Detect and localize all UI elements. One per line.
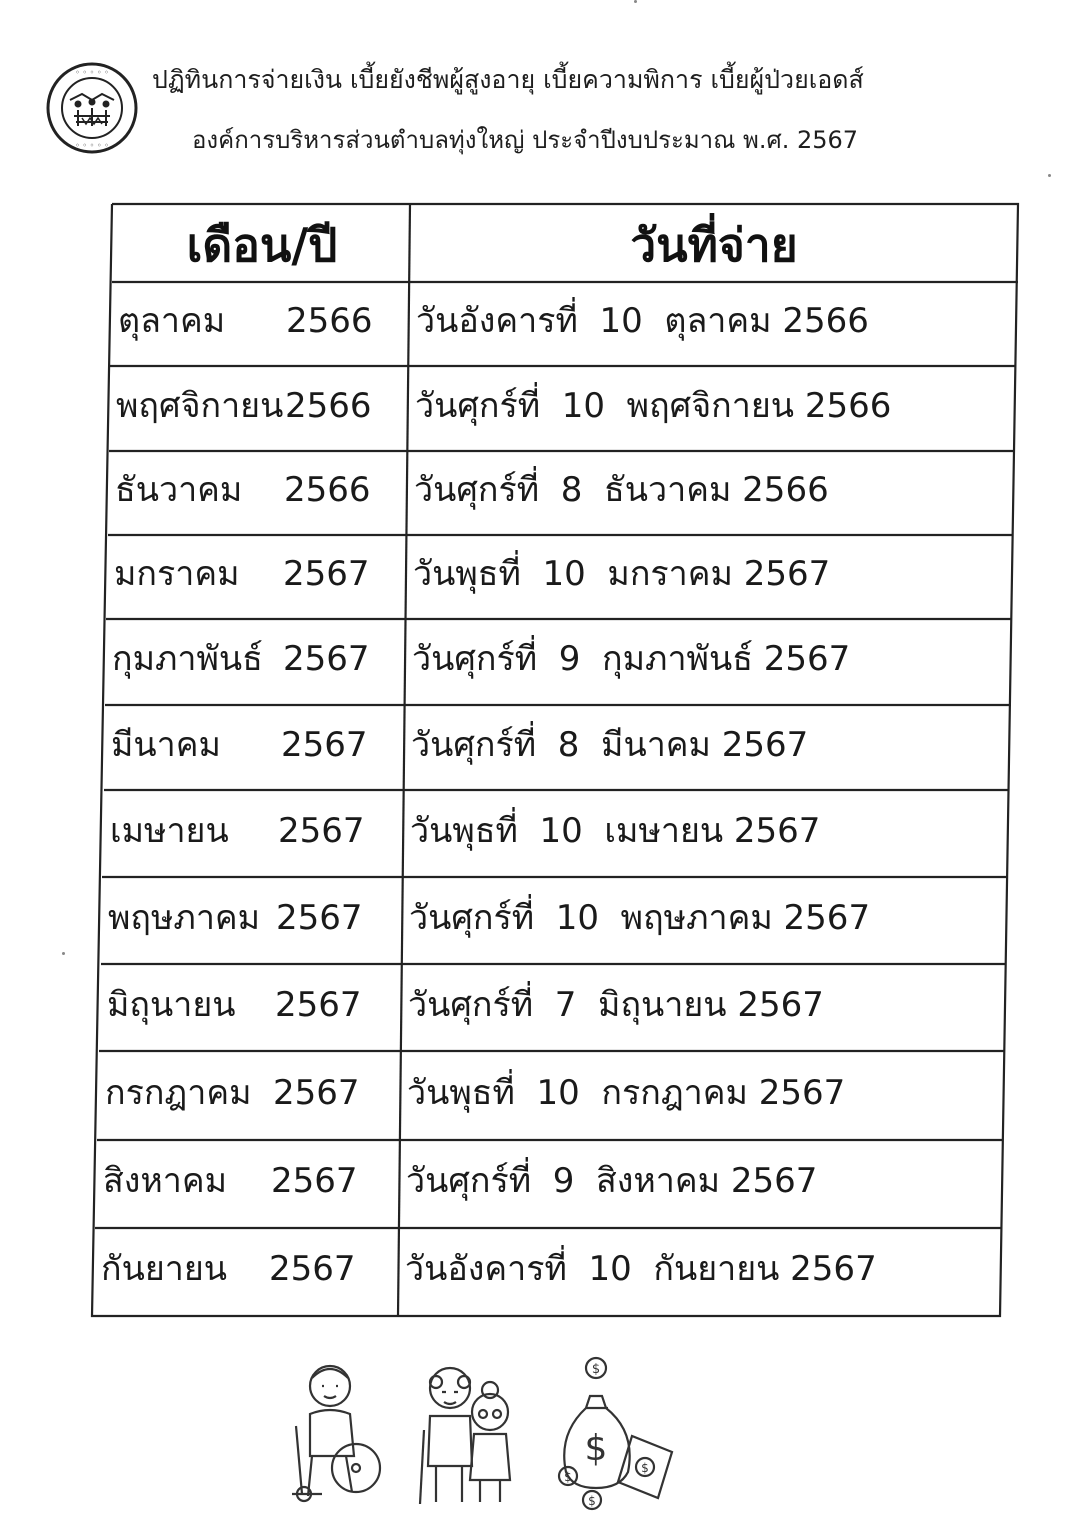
pay-date-cell: วันพุธที่ 10 กรกฎาคม 2567 (407, 1072, 846, 1113)
column-header-month: เดือน/ปี (186, 218, 338, 272)
document-title: ปฏิทินการจ่ายเงิน เบี้ยยังชีพผู้สูงอายุ เบี้ยความพิการ เบี้ยผู้ป่วยเอดส์ (152, 65, 864, 94)
year-cell: 2567 (281, 724, 368, 765)
svg-text:$: $ (584, 1428, 608, 1469)
year-cell: 2567 (271, 1161, 358, 1201)
svg-text:$: $ (591, 1362, 601, 1377)
month-cell: มีนาคม (111, 724, 221, 765)
pay-date-cell: วันศุกร์ที่ 9 สิงหาคม 2567 (406, 1161, 818, 1201)
pay-date-cell: วันศุกร์ที่ 10 พฤศจิกายน 2566 (415, 385, 892, 426)
year-cell: 2567 (273, 1072, 360, 1113)
month-cell: พฤศจิกายน (116, 385, 284, 426)
year-cell: 2567 (276, 897, 363, 938)
pay-date-cell: วันอังคารที่ 10 ตุลาคม 2566 (416, 301, 869, 341)
year-cell: 2567 (269, 1249, 356, 1289)
pay-date-cell: วันศุกร์ที่ 9 กุมภาพันธ์ 2567 (412, 639, 851, 679)
scan-mark (62, 952, 65, 955)
document-subtitle: องค์การบริหารส่วนตำบลทุ่งใหญ่ ประจำปีงบประมาณ พ.ศ. 2567 (192, 126, 859, 154)
svg-text:◦ ◦ ◦ ◦ ◦: ◦ ◦ ◦ ◦ ◦ (75, 141, 109, 150)
scan-mark (634, 0, 637, 3)
year-cell: 2567 (278, 810, 365, 851)
month-cell: เมษายน (110, 810, 229, 851)
wheelchair-person-icon (282, 1356, 386, 1510)
month-cell: ธันวาคม (115, 470, 243, 510)
month-cell: พฤษภาคม (108, 897, 261, 938)
pay-date-cell: วันศุกร์ที่ 7 มิถุนายน 2567 (408, 984, 824, 1025)
elderly-couple-icon (410, 1360, 526, 1514)
year-cell: 2567 (283, 639, 370, 679)
pay-date-cell: วันพุธที่ 10 เมษายน 2567 (410, 810, 821, 851)
scan-mark (1048, 174, 1051, 177)
year-cell: 2566 (285, 385, 372, 426)
pay-date-cell: วันพุธที่ 10 มกราคม 2567 (413, 554, 831, 594)
svg-text:◦ ◦ ◦ ◦ ◦: ◦ ◦ ◦ ◦ ◦ (75, 68, 109, 77)
svg-text:$: $ (641, 1461, 649, 1475)
month-cell: กุมภาพันธ์ (112, 639, 263, 679)
year-cell: 2567 (283, 554, 370, 594)
month-cell: มกราคม (114, 554, 240, 594)
month-cell: กันยายน (101, 1249, 228, 1289)
year-cell: 2566 (284, 470, 371, 510)
month-cell: สิงหาคม (103, 1161, 228, 1201)
svg-text:$: $ (564, 1470, 572, 1484)
column-header-pay-date: วันที่จ่าย (630, 218, 798, 272)
pay-date-cell: วันศุกร์ที่ 8 มีนาคม 2567 (411, 724, 809, 765)
month-cell: มิถุนายน (107, 984, 236, 1025)
pay-date-cell: วันศุกร์ที่ 8 ธันวาคม 2566 (414, 470, 829, 510)
svg-text:$: $ (588, 1494, 596, 1508)
money-bag-icon (550, 1352, 680, 1516)
pay-date-cell: วันศุกร์ที่ 10 พฤษภาคม 2567 (409, 897, 871, 938)
month-cell: ตุลาคม (118, 301, 226, 341)
month-cell: กรกฎาคม (105, 1072, 252, 1113)
pay-date-cell: วันอังคารที่ 10 กันยายน 2567 (405, 1249, 877, 1289)
year-cell: 2566 (286, 301, 373, 341)
year-cell: 2567 (275, 984, 362, 1025)
